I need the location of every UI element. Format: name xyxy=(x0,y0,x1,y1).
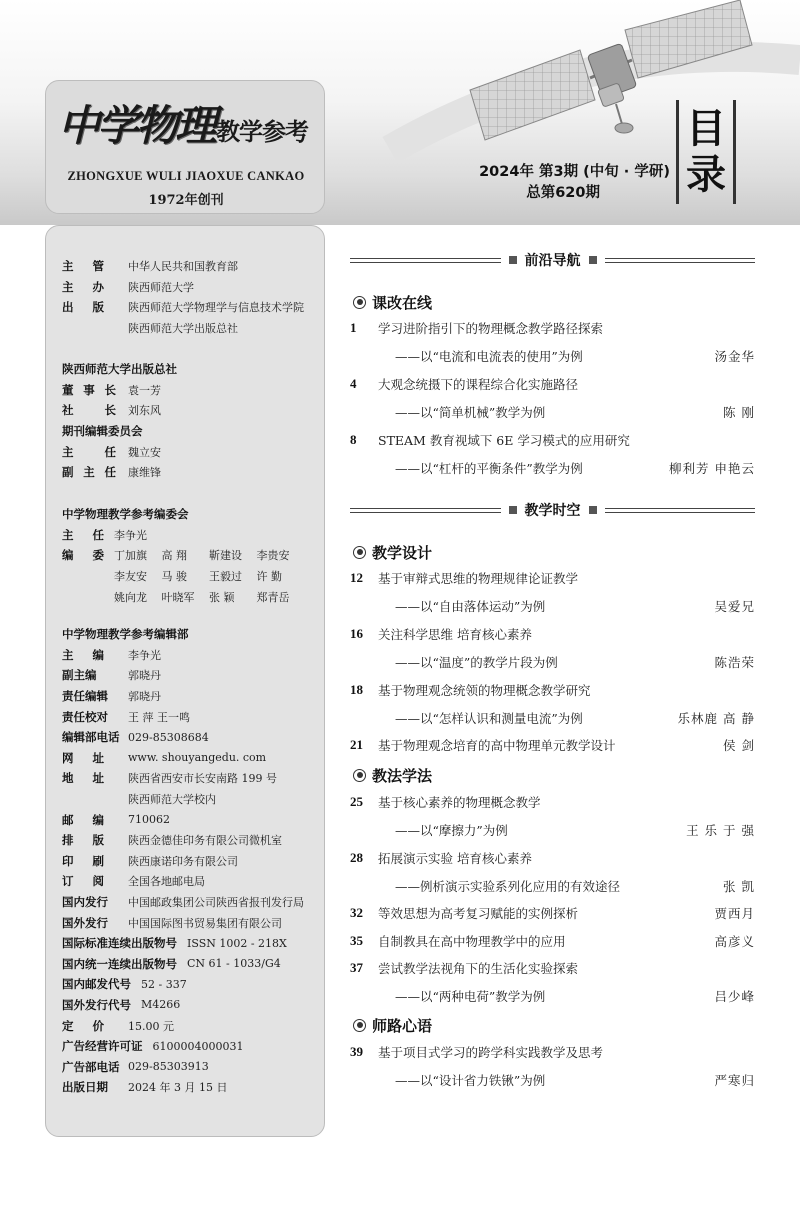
article-subtitle: ——例析演示实验系列化应用的有效途径 xyxy=(395,879,621,894)
info-value: 中华人民共和国教育部 xyxy=(128,260,238,274)
banner-title: 教学时空 xyxy=(524,503,581,519)
info-row xyxy=(62,748,318,769)
magazine-logo-panel xyxy=(45,80,325,214)
info-row xyxy=(62,933,318,954)
publication-info-panel xyxy=(45,225,325,1137)
article-author: 乐林鹿 高 静 xyxy=(677,711,755,726)
article-subtitle: ——以“怎样认识和测量电流”为例 xyxy=(395,711,583,726)
info-label: 编辑部电话 xyxy=(62,730,120,745)
info-row xyxy=(62,830,318,851)
section-heading xyxy=(353,292,432,312)
article-author: 侯 剑 xyxy=(723,738,755,753)
page-number: 1 xyxy=(350,320,357,335)
info-value: M4266 xyxy=(141,998,181,1012)
toc-entry[interactable] xyxy=(350,903,755,923)
article-subtitle: ——以“杠杆的平衡条件”教学为例 xyxy=(395,461,583,476)
info-value: 康维锋 xyxy=(128,466,161,480)
page-number: 18 xyxy=(350,682,363,697)
info-row xyxy=(62,1015,318,1036)
toc-title xyxy=(676,100,736,204)
info-label: 邮 编 xyxy=(62,812,104,827)
info-value: CN 61 - 1033/G4 xyxy=(187,957,281,971)
issue-total: 总第620期 xyxy=(526,185,600,201)
target-icon xyxy=(353,769,366,782)
info-value: 中国国际图书贸易集团有限公司 xyxy=(128,916,282,930)
info-row xyxy=(62,400,318,421)
board-member: 马 骏 xyxy=(161,570,187,584)
info-value: 郭晓丹 xyxy=(128,669,161,683)
info-value: 李争光 xyxy=(114,528,147,542)
info-label: 主 办 xyxy=(62,279,104,294)
info-label: 国外发行 xyxy=(62,915,108,930)
article-author: 陈浩荣 xyxy=(714,655,755,670)
article-title: 拓展演示实验 培育核心素养 xyxy=(378,851,532,866)
toc-entry[interactable] xyxy=(350,680,755,700)
logo-suffix-text: 教学参考 xyxy=(216,118,309,146)
article-subtitle: ——以“温度”的教学片段为例 xyxy=(395,655,558,670)
editorial-board-block xyxy=(62,504,318,607)
info-value: 全国各地邮电局 xyxy=(128,875,205,889)
info-value: 郭晓丹 xyxy=(128,690,161,704)
info-value: 029-85308684 xyxy=(128,730,209,744)
info-label: 编 委 xyxy=(62,548,104,563)
toc-entry-subtitle xyxy=(350,1070,755,1090)
info-row xyxy=(62,871,318,892)
info-row xyxy=(62,318,318,339)
page-number: 28 xyxy=(350,850,363,865)
info-label: 国内统一连续出版物号 xyxy=(62,956,177,971)
info-row xyxy=(62,974,318,995)
toc-entry-subtitle xyxy=(350,596,755,616)
toc-entry[interactable] xyxy=(350,931,755,951)
page-number: 12 xyxy=(350,570,363,585)
info-row xyxy=(62,809,318,830)
banner-rule xyxy=(605,258,756,263)
sponsor-block xyxy=(62,256,318,338)
page-number: 35 xyxy=(350,933,363,948)
info-row xyxy=(62,1036,318,1057)
banner-rule xyxy=(350,258,501,263)
press-block xyxy=(62,359,318,483)
banner-square-icon xyxy=(509,506,517,514)
toc-title-char-2: 录 xyxy=(686,152,726,198)
info-row xyxy=(62,789,318,810)
toc-entry-subtitle xyxy=(350,986,755,1006)
board-member: 丁加旗 xyxy=(114,549,147,563)
section-heading xyxy=(353,542,432,562)
info-label: 社 长 xyxy=(62,403,116,418)
article-title: 基于物理观念统领的物理概念教学研究 xyxy=(378,683,591,698)
info-row xyxy=(62,912,318,933)
info-label: 出版日期 xyxy=(62,1080,108,1095)
info-row xyxy=(62,277,318,298)
info-label: 广告经营许可证 xyxy=(62,1039,143,1054)
info-row xyxy=(62,297,318,318)
info-label: 国际标准连续出版物号 xyxy=(62,936,177,951)
info-value: 2024 年 3 月 15 日 xyxy=(128,1081,228,1095)
banner-rule xyxy=(605,508,756,513)
info-row xyxy=(62,851,318,872)
info-label: 副主编 xyxy=(62,668,97,683)
editorial-dept-block xyxy=(62,624,318,1098)
article-author: 张 凯 xyxy=(723,879,755,894)
info-value: www. shouyangedu. com xyxy=(128,751,267,765)
banner-square-icon xyxy=(589,256,597,264)
info-row xyxy=(62,768,318,789)
banner-square-icon xyxy=(589,506,597,514)
editorial-dept-heading: 中学物理教学参考编辑部 xyxy=(62,627,189,642)
info-label: 国外发行代号 xyxy=(62,997,131,1012)
toc-title-char-1: 目 xyxy=(686,106,726,152)
article-subtitle: ——以“摩擦力”为例 xyxy=(395,823,508,838)
editorial-board-heading: 中学物理教学参考编委会 xyxy=(62,507,189,522)
info-value: 魏立安 xyxy=(128,445,161,459)
logo-pinyin: ZHONGXUE WULI JIAOXUE CANKAO xyxy=(67,169,305,183)
page-number: 32 xyxy=(350,905,363,920)
article-title: 关注科学思维 培育核心素养 xyxy=(378,627,532,642)
info-row xyxy=(62,665,318,686)
info-value: 刘东风 xyxy=(128,404,161,418)
info-value: 6100004000031 xyxy=(152,1039,244,1053)
article-author: 贾西月 xyxy=(714,906,755,921)
section-heading xyxy=(353,765,432,785)
article-title: 基于审辩式思维的物理规律论证教学 xyxy=(378,571,579,586)
info-value: 陕西省西安市长安南路 199 号 xyxy=(128,772,277,786)
section-title: 教法学法 xyxy=(372,766,433,785)
toc-entry[interactable] xyxy=(350,430,755,450)
article-title: 基于项目式学习的跨学科实践教学及思考 xyxy=(378,1045,604,1060)
page-number: 39 xyxy=(350,1044,363,1059)
toc-entry[interactable] xyxy=(350,848,755,868)
info-value: 陕西金德佳印务有限公司微机室 xyxy=(128,834,282,848)
page-number: 21 xyxy=(350,737,363,752)
info-label: 董 事 长 xyxy=(62,382,116,397)
info-value: 陕西师范大学校内 xyxy=(128,793,216,807)
info-value: 710062 xyxy=(128,813,170,827)
info-row xyxy=(62,892,318,913)
article-title: 学习进阶指引下的物理概念教学路径探索 xyxy=(378,321,604,336)
article-title: 基于核心素养的物理概念教学 xyxy=(378,795,541,810)
section-title: 教学设计 xyxy=(372,543,433,562)
banner-rule xyxy=(350,508,501,513)
section-title: 课改在线 xyxy=(372,293,433,312)
article-title: 大观念统摄下的课程综合化实施路径 xyxy=(378,377,579,392)
article-author: 汤金华 xyxy=(714,349,755,364)
magazine-logo xyxy=(58,93,314,153)
banner-square-icon xyxy=(509,256,517,264)
board-member: 张 颖 xyxy=(209,590,235,604)
board-members-row xyxy=(62,545,318,607)
toc-entry-subtitle xyxy=(350,820,755,840)
page-number: 16 xyxy=(350,626,363,641)
article-subtitle: ——以“简单机械”教学为例 xyxy=(395,405,546,420)
target-icon xyxy=(353,296,366,309)
info-value: 陕西师范大学物理学与信息技术学院 xyxy=(128,301,304,315)
board-member: 郑青岳 xyxy=(256,590,290,604)
logo-script-text: 中学物理 xyxy=(58,101,215,150)
info-label: 网 址 xyxy=(62,750,104,765)
article-subtitle: ——以“自由落体运动”为例 xyxy=(395,599,546,614)
journal-committee-heading: 期刊编辑委员会 xyxy=(62,424,143,439)
info-row xyxy=(62,686,318,707)
column-banner-frontier xyxy=(350,250,755,270)
page-number: 4 xyxy=(350,376,357,391)
info-value: 52 - 337 xyxy=(141,977,187,991)
section-title: 师路心语 xyxy=(372,1016,433,1035)
info-value: 15.00 元 xyxy=(128,1019,174,1033)
toc-entry-subtitle xyxy=(350,458,755,478)
toc-entry[interactable] xyxy=(350,624,755,644)
column-banner-teaching xyxy=(350,500,755,520)
article-author: 王 乐 于 强 xyxy=(686,823,755,838)
page-number: 37 xyxy=(350,960,363,975)
info-label: 国内邮发代号 xyxy=(62,977,131,992)
toc-entry-subtitle xyxy=(350,346,755,366)
section-heading xyxy=(353,1015,432,1035)
board-member: 许 勤 xyxy=(256,570,282,584)
target-icon xyxy=(353,546,366,559)
info-row xyxy=(62,1077,318,1098)
article-subtitle: ——以“设计省力铁锹”为例 xyxy=(395,1073,546,1088)
info-label: 主 管 xyxy=(62,259,104,274)
info-value: 李争光 xyxy=(128,648,161,662)
board-member: 李友安 xyxy=(114,570,147,584)
board-member: 高 翔 xyxy=(161,549,187,563)
toc-entry-subtitle xyxy=(350,708,755,728)
info-row xyxy=(62,1056,318,1077)
info-row xyxy=(62,462,318,483)
toc-entry-subtitle xyxy=(350,402,755,422)
info-label: 主 任 xyxy=(62,527,104,542)
info-value: 王 萍 王一鸣 xyxy=(128,710,190,724)
info-value: ISSN 1002 - 218X xyxy=(187,936,287,950)
article-author: 严寒归 xyxy=(714,1073,755,1088)
board-member: 靳建设 xyxy=(209,549,242,563)
article-subtitle: ——以“电流和电流表的使用”为例 xyxy=(395,349,583,364)
board-member: 叶晓军 xyxy=(161,590,195,604)
info-row xyxy=(62,380,318,401)
article-subtitle: ——以“两种电荷”教学为例 xyxy=(395,989,546,1004)
info-row xyxy=(62,706,318,727)
page-number: 25 xyxy=(350,794,363,809)
toc-entry[interactable] xyxy=(350,792,755,812)
info-row xyxy=(62,256,318,277)
info-row xyxy=(62,645,318,666)
info-value: 029-85303913 xyxy=(128,1060,209,1074)
info-row xyxy=(62,525,318,546)
toc-entry-subtitle xyxy=(350,652,755,672)
article-title: STEAM 教育视域下 6E 学习模式的应用研究 xyxy=(378,433,630,448)
toc-entry[interactable] xyxy=(350,568,755,588)
article-title: 基于物理观念培育的高中物理单元教学设计 xyxy=(378,738,616,753)
info-value: 陕西师范大学 xyxy=(128,280,194,294)
board-member: 李贵安 xyxy=(256,549,290,563)
info-value: 中国邮政集团公司陕西省报刊发行局 xyxy=(128,896,304,910)
press-heading: 陕西师范大学出版总社 xyxy=(62,362,177,377)
info-row xyxy=(62,995,318,1016)
target-icon xyxy=(353,1019,366,1032)
info-label: 定 价 xyxy=(62,1018,104,1033)
info-row xyxy=(62,441,318,462)
page-number: 8 xyxy=(350,432,357,447)
info-label: 出 版 xyxy=(62,300,104,315)
info-label: 责任编辑 xyxy=(62,689,108,704)
article-author: 陈 刚 xyxy=(723,405,755,420)
board-member-list xyxy=(114,545,304,607)
info-label: 广告部电话 xyxy=(62,1059,120,1074)
article-title: 尝试教学法视角下的生活化实验探索 xyxy=(378,961,579,976)
founded-year: 1972年创刊 xyxy=(148,193,224,208)
article-author: 高彦义 xyxy=(714,934,755,949)
info-label: 副 主 任 xyxy=(62,465,116,480)
issue-info xyxy=(440,162,670,204)
article-author: 吴爱兄 xyxy=(714,599,755,614)
banner-title: 前沿导航 xyxy=(524,253,581,269)
article-author: 吕少峰 xyxy=(714,989,755,1004)
info-value: 袁一芳 xyxy=(128,383,161,397)
toc-entry[interactable] xyxy=(350,374,755,394)
info-label: 排 版 xyxy=(62,833,104,848)
issue-number: 2024年 第3期 (中旬 · 学研) xyxy=(479,164,670,180)
board-member: 姚向龙 xyxy=(114,590,147,604)
toc-entry[interactable] xyxy=(350,735,755,755)
toc-entry[interactable] xyxy=(350,958,755,978)
info-value: 陕西师范大学出版总社 xyxy=(128,322,238,336)
article-title: 自制教具在高中物理教学中的应用 xyxy=(378,934,566,949)
info-row xyxy=(62,727,318,748)
toc-entry[interactable] xyxy=(350,318,755,338)
info-label: 印 刷 xyxy=(62,853,104,868)
article-author: 柳利芳 申艳云 xyxy=(669,461,755,476)
toc-entry-subtitle xyxy=(350,876,755,896)
info-row xyxy=(62,954,318,975)
info-label: 国内发行 xyxy=(62,895,108,910)
info-label: 主 编 xyxy=(62,647,104,662)
info-value: 陕西康诺印务有限公司 xyxy=(128,854,238,868)
article-title: 等效思想为高考复习赋能的实例探析 xyxy=(378,906,579,921)
info-label: 地 址 xyxy=(62,771,104,786)
info-label: 主 任 xyxy=(62,444,116,459)
board-member: 王毅过 xyxy=(209,570,242,584)
info-label: 责任校对 xyxy=(62,709,108,724)
toc-entry[interactable] xyxy=(350,1042,755,1062)
info-label: 订 阅 xyxy=(62,874,104,889)
